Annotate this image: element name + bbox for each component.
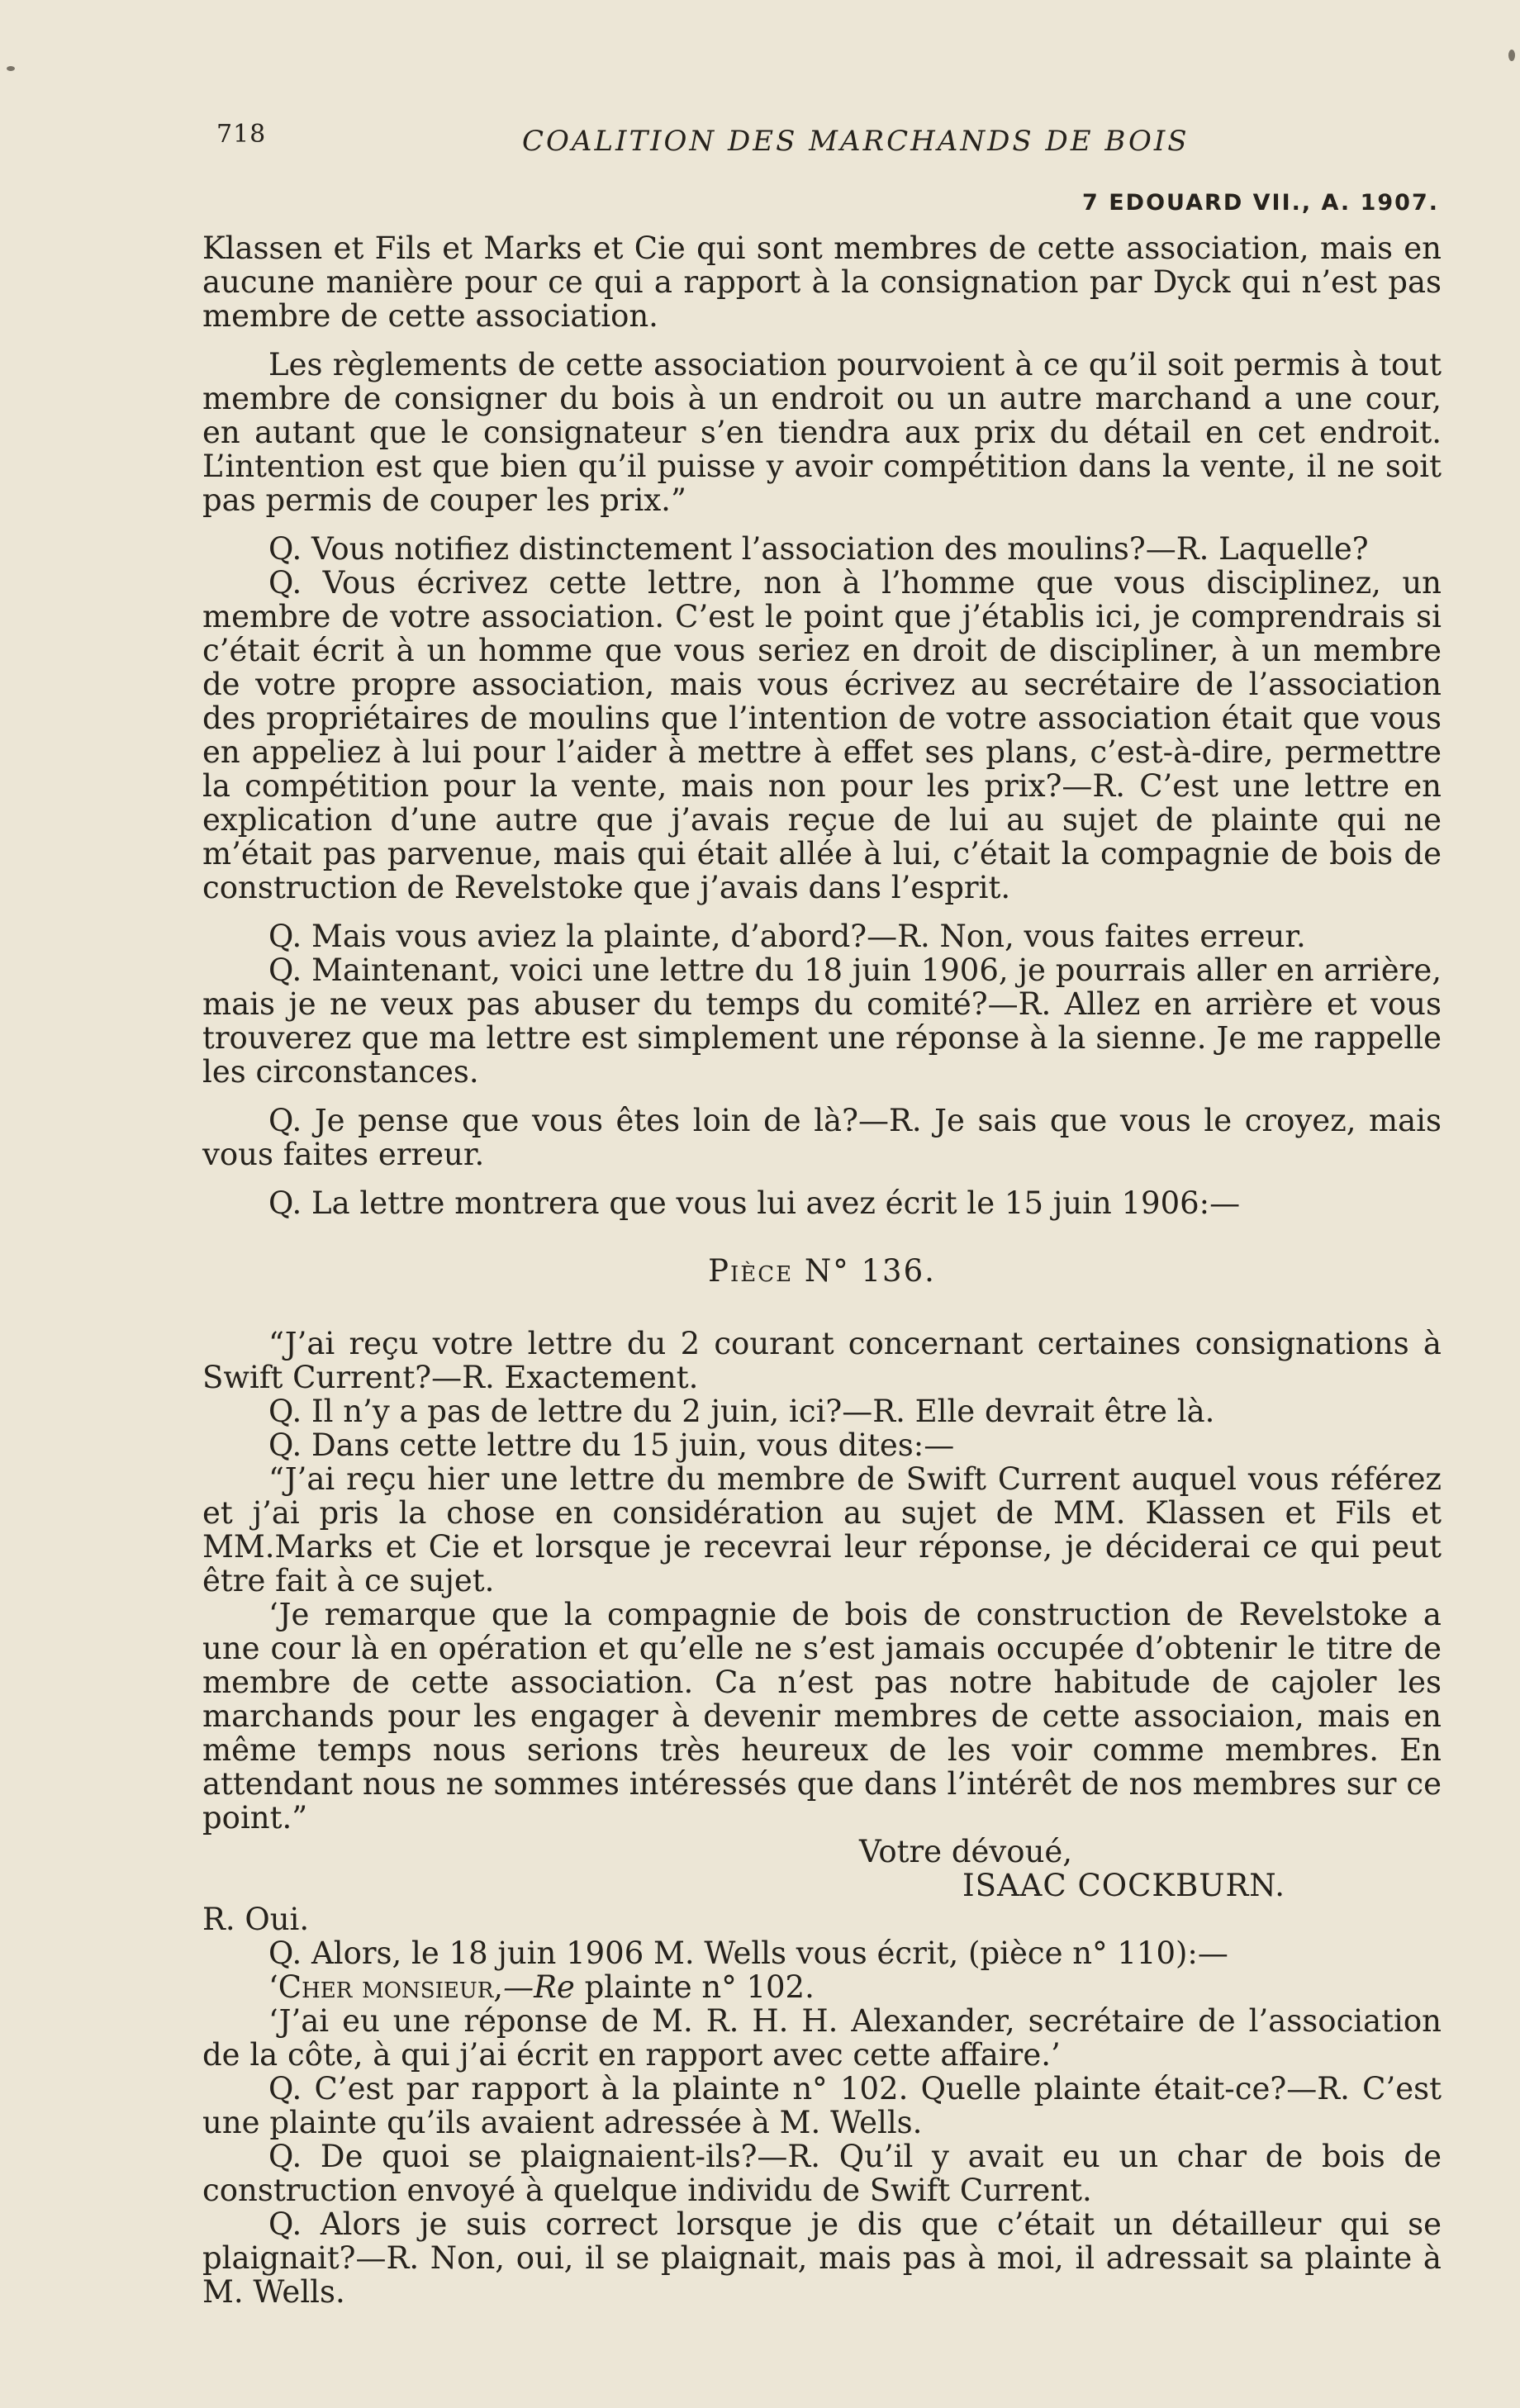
letter-salutation xyxy=(202,1970,1442,2004)
question-paragraph faded-text: Q. Je pense que vous êtes loin de là?—R. Je sais que vous le croyez, mais vous faites erreur. xyxy=(202,1103,1442,1172)
exhibit-paragraph: “J’ai reçu votre lettre du 2 courant concernant certaines consignations à Swift Current?—R. Exactement. xyxy=(202,1326,1442,1395)
ink-speck-mark xyxy=(1508,50,1515,61)
paragraph: Les règlements de cette association pourvoient à ce qu’il soit permis à tout membre de consigner du bois à un endroit ou un autre marchand a une cour, en autant que le consignateur s’en tiendra aux prix du détail en cet endroit. L’intention est que bien qu’il puisse y avoir compétition dans la vente, il ne soit pas permis de couper les prix.” xyxy=(202,347,1442,518)
question-paragraph: Q. Alors, le 18 juin 1906 M. Wells vous écrit, (pièce n° 110):— xyxy=(268,1935,1228,1971)
exhibit-title: Pièce N° 136. xyxy=(708,1253,936,1289)
body-text xyxy=(202,231,1442,2309)
exhibit-quote: “J’ai reçu hier une lettre du membre de Swift Current auquel vous référez et j’ai pris la chose en considération au sujet de MM. Klassen et Fils et MM.Marks et Cie et lorsque je recevrai leur réponse, je déciderai ce qui peut être fait à ce sujet. xyxy=(202,1461,1442,1598)
question-paragraph: Q. Vous écrivez cette lettre, non à l’homme que vous disciplinez, un membre de votre association. C’est le point que j’établis ici, je comprendrais si c’était écrit à un homme que vous seriez en droit de discipliner, à un membre de votre propre association, mais vous écrivez au secrétaire de l’association des propriétaires de moulins que l’intention de votre association était que vous en appeliez à lui pour l’aider à mettre à effet ses plans, c’est-à-dire, permettre la compétition pour la vente, mais non pour les prix?—R. C’est une lettre en explication d’une autre que j’avais reçue de lui au sujet de plainte qui ne m’était pas parvenue, mais qui était allée à lui, c’était la compagnie de bois de construction de Revelstoke que j’avais dans l’esprit. xyxy=(202,565,1442,905)
session-reference: 7 EDOUARD VII., A. 1907. xyxy=(1082,190,1439,216)
question-paragraph: Q. De quoi se plaignaient-ils?—R. Qu’il y avait eu un char de bois de construction envoyé à quelque individu de Swift Current. xyxy=(202,2139,1442,2208)
salutation-caps: Cher monsieur, xyxy=(278,1969,504,2005)
answer-line: R. Oui. xyxy=(202,1902,310,1937)
question-paragraph: Q. Vous notifiez distinctement l’association des moulins?—R. Laquelle? xyxy=(268,531,1369,567)
salutation-re: —Re xyxy=(503,1969,575,2005)
exhibit-paragraph: Q. Il n’y a pas de lettre du 2 juin, ici?—R. Elle devrait être là. xyxy=(268,1394,1215,1429)
paragraph: Klassen et Fils et Marks et Cie qui sont membres de cette association, mais en aucune manière pour ce qui a rapport à la consignation par Dyck qui n’est pas membre de cette association. xyxy=(202,230,1442,334)
exhibit-paragraph: Q. Dans cette lettre du 15 juin, vous dites:— xyxy=(268,1427,955,1463)
question-paragraph: Q. Mais vous aviez la plainte, d’abord?—R. Non, vous faites erreur. xyxy=(268,919,1306,954)
ink-speck-mark xyxy=(7,66,15,71)
exhibit-quote: ‘Je remarque que la compagnie de bois de construction de Revelstoke a une cour là en opération et qu’elle ne s’est jamais occupée d’obtenir le titre de membre de cette association. Ca n’est pas notre habitude de cajoler les marchands pour les engager à devenir membres de cette associaion, mais en même temps nous serions très heureux de les voir comme membres. En attendant nous ne sommes intéressés que dans l’intérêt de nos membres sur ce point.” xyxy=(202,1597,1442,1836)
question-paragraph: Q. Alors je suis correct lorsque je dis que c’était un détailleur qui se plaignait?—R. Non, oui, il se plaignait, mais pas à moi, il adressait sa plainte à M. Wells. xyxy=(202,2206,1442,2310)
page-number: 718 xyxy=(216,120,267,149)
running-head xyxy=(216,120,1439,169)
running-title: COALITION DES MARCHANDS DE BOIS xyxy=(522,125,1190,158)
quote-paragraph: ‘J’ai eu une réponse de M. R. H. H. Alexander, secrétaire de l’association de la côte, à qui j’ai écrit en rapport avec cette affaire.’ xyxy=(202,2003,1442,2073)
letter-signature: ISAAC COCKBURN. xyxy=(962,1868,1286,1903)
question-paragraph: Q. C’est par rapport à la plainte n° 102. Quelle plainte était-ce?—R. C’est une plainte qu’ils avaient adressée à M. Wells. xyxy=(202,2071,1442,2140)
salutation-open: ‘ xyxy=(268,1969,278,2005)
letter-signoff: Votre dévoué, xyxy=(859,1834,1073,1869)
salutation-rest: plainte n° 102. xyxy=(574,1969,815,2005)
question-paragraph: Q. Maintenant, voici une lettre du 18 juin 1906, je pourrais aller en arrière, mais je ne veux pas abuser du temps du comité?—R. Allez en arrière et vous trouverez que ma lettre est simplement une réponse à la sienne. Je me rappelle les circonstances. xyxy=(202,952,1442,1090)
question-paragraph: Q. La lettre montrera que vous lui avez écrit le 15 juin 1906:— xyxy=(268,1185,1241,1221)
